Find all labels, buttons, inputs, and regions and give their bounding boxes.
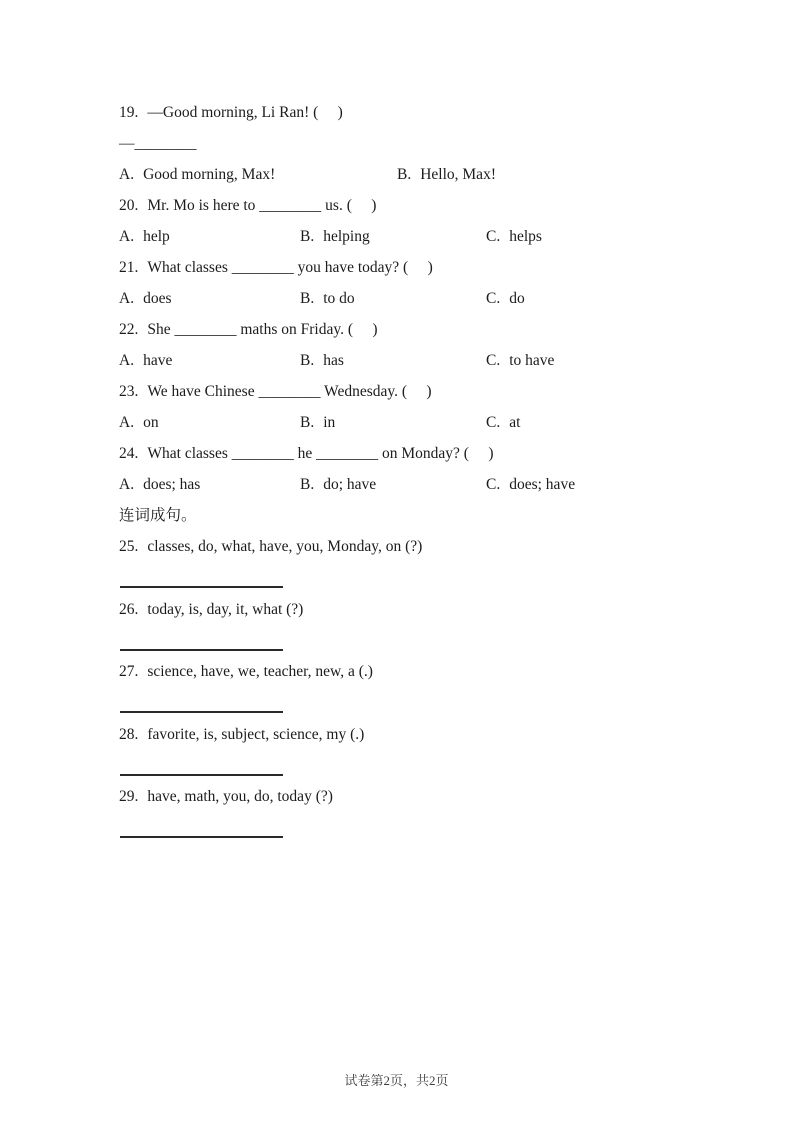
- sentence-27-text-row: [119, 656, 755, 687]
- sentence-25-number: 25.: [119, 538, 139, 555]
- sentence-28-words: favorite, is, subject, science, my (.): [147, 725, 365, 743]
- sentence-29-number: 29.: [119, 788, 139, 805]
- option-20-a-text: help: [143, 228, 170, 245]
- question-20-number: 20.: [119, 197, 139, 214]
- sentence-item-28: [119, 719, 755, 782]
- option-21-a-text: does: [143, 290, 172, 307]
- option-23-c-key: C.: [486, 414, 501, 431]
- option-22-a-key: A.: [119, 352, 135, 369]
- question-19-text: —Good morning, Li Ran! ( ): [147, 104, 343, 121]
- sentence-27-answer-line: [120, 711, 283, 713]
- question-22-text: She ________ maths on Friday. ( ): [147, 321, 378, 338]
- sentence-26-words: today, is, day, it, what (?): [147, 600, 304, 618]
- option-24-b: [300, 469, 486, 500]
- option-22-a-text: have: [143, 352, 173, 369]
- option-24-b-text: do; have: [323, 476, 377, 493]
- question-21-text: What classes ________ you have today? ( ): [147, 259, 433, 276]
- sentence-item-29: [119, 781, 755, 844]
- option-20-b-text: helping: [323, 228, 370, 245]
- sentence-27-words: science, have, we, teacher, new, a (.): [147, 663, 373, 680]
- option-19-a-text: Good morning, Max!: [143, 166, 276, 183]
- question-24-options: [119, 469, 755, 500]
- option-24-b-key: B.: [300, 476, 315, 493]
- question-19-number: 19.: [119, 104, 139, 121]
- option-20-c-key: C.: [486, 228, 501, 245]
- section-title-sentence-building: 连词成句。: [119, 507, 197, 524]
- sentence-25-words: classes, do, what, have, you, Monday, on (?): [147, 538, 423, 555]
- question-19-options: [119, 159, 755, 190]
- question-21-options: [119, 283, 755, 314]
- question-24-number: 24.: [119, 445, 139, 462]
- sentence-29-answer-line: [120, 836, 283, 838]
- sentence-26-text-row: [119, 594, 755, 625]
- sentence-29-words: have, math, you, do, today (?): [147, 788, 333, 805]
- sentence-26-number: 26.: [119, 600, 139, 618]
- sentence-29-text-row: [119, 781, 755, 812]
- option-21-a-key: A.: [119, 290, 135, 307]
- option-22-b: [300, 345, 486, 376]
- option-23-a-key: A.: [119, 414, 135, 431]
- question-19-reply-blank: —________: [119, 135, 197, 152]
- option-24-c-key: C.: [486, 476, 501, 493]
- option-23-c: [486, 407, 755, 438]
- sentence-item-25: [119, 531, 755, 594]
- sentence-25-text-row: [119, 531, 755, 562]
- option-21-b-key: B.: [300, 290, 315, 307]
- exam-body: [119, 97, 755, 844]
- option-21-c-key: C.: [486, 290, 501, 307]
- question-19-stem: [119, 97, 755, 128]
- option-19-b-text: Hello, Max!: [420, 166, 496, 183]
- option-23-a: [119, 407, 300, 438]
- option-22-b-text: has: [323, 352, 344, 369]
- option-19-b-key: B.: [397, 166, 412, 183]
- option-23-b: [300, 407, 486, 438]
- option-21-b-text: to do: [323, 290, 355, 307]
- question-23-stem: [119, 376, 755, 407]
- sentence-28-number: 28.: [119, 725, 139, 743]
- question-22-number: 22.: [119, 321, 139, 338]
- option-23-a-text: on: [143, 414, 159, 431]
- option-24-a: [119, 469, 300, 500]
- option-20-a-key: A.: [119, 228, 135, 245]
- option-20-b: [300, 221, 486, 252]
- option-23-c-text: at: [509, 414, 521, 431]
- option-19-a: [119, 159, 397, 190]
- sentence-26-answer-line: [120, 649, 283, 651]
- page-footer: 试卷第2页，共2页: [344, 1073, 449, 1088]
- option-19-b: [397, 159, 755, 190]
- option-20-a: [119, 221, 300, 252]
- question-20-options: [119, 221, 755, 252]
- sentence-item-27: [119, 656, 755, 719]
- option-22-b-key: B.: [300, 352, 315, 369]
- question-20-stem: [119, 190, 755, 221]
- sentence-item-26: [119, 594, 755, 657]
- option-24-c-text: does; have: [509, 476, 576, 493]
- sentence-27-number: 27.: [119, 663, 139, 680]
- option-20-b-key: B.: [300, 228, 315, 245]
- option-23-b-text: in: [323, 414, 336, 431]
- question-20-text: Mr. Mo is here to ________ us. ( ): [147, 197, 377, 214]
- option-21-c: [486, 283, 755, 314]
- sentence-28-answer-line: [120, 774, 283, 776]
- option-20-c-text: helps: [509, 228, 542, 245]
- option-22-a: [119, 345, 300, 376]
- option-21-c-text: do: [509, 290, 525, 307]
- question-22-options: [119, 345, 755, 376]
- question-23-text: We have Chinese ________ Wednesday. ( ): [147, 383, 432, 400]
- option-21-a: [119, 283, 300, 314]
- question-24-stem: [119, 438, 755, 469]
- option-24-c: [486, 469, 755, 500]
- sentence-25-answer-line: [120, 586, 283, 588]
- option-22-c-text: to have: [509, 352, 555, 369]
- option-22-c: [486, 345, 755, 376]
- option-22-c-key: C.: [486, 352, 501, 369]
- option-19-a-key: A.: [119, 166, 135, 183]
- question-23-options: [119, 407, 755, 438]
- question-21-number: 21.: [119, 259, 139, 276]
- option-21-b: [300, 283, 486, 314]
- sentence-28-text-row: [119, 719, 755, 750]
- question-22-stem: [119, 314, 755, 345]
- option-23-b-key: B.: [300, 414, 315, 431]
- option-24-a-text: does; has: [143, 476, 201, 493]
- question-21-stem: [119, 252, 755, 283]
- question-24-text: What classes ________ he ________ on Monday? ( ): [147, 445, 494, 462]
- option-20-c: [486, 221, 755, 252]
- option-24-a-key: A.: [119, 476, 135, 493]
- question-23-number: 23.: [119, 383, 139, 400]
